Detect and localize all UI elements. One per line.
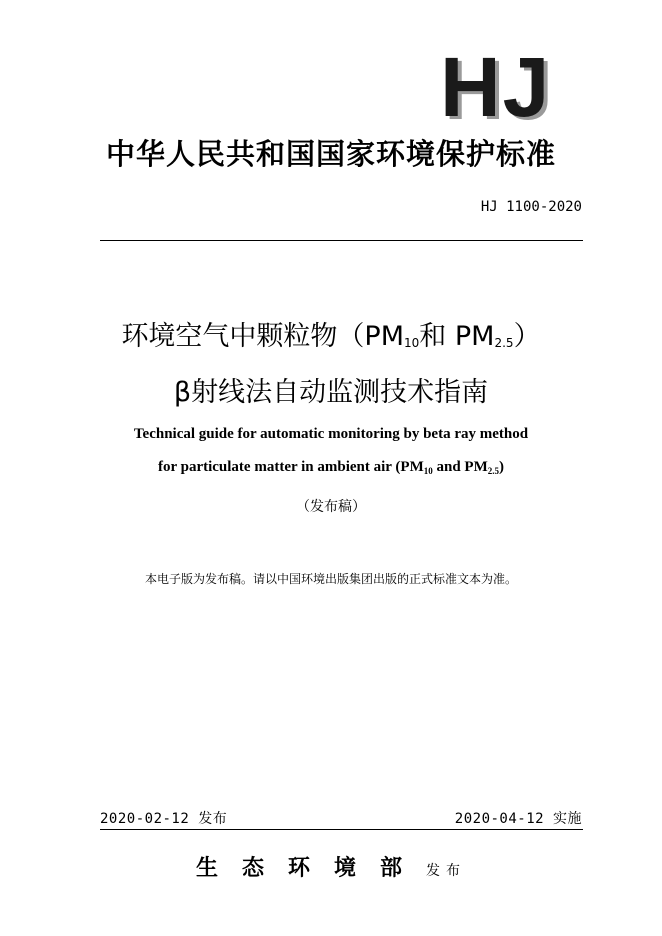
chinese-title-subscript-2-5: 2.5 xyxy=(494,336,514,350)
issuer-line xyxy=(0,851,662,882)
bottom-divider xyxy=(100,829,583,830)
chinese-title-subscript-10: 10 xyxy=(404,336,420,350)
standard-category-title: 中华人民共和国国家环境保护标准 xyxy=(105,137,556,171)
issue-date: 2020-02-12 发布 xyxy=(100,811,228,827)
english-title-line-1: Technical guide for automatic monitoring by beta ray method xyxy=(133,426,529,442)
english-title-middle: and PM xyxy=(432,459,488,475)
chinese-title-middle: 和 PM xyxy=(419,321,495,352)
chinese-title-line-1 xyxy=(0,314,662,353)
hj-logo: HJ xyxy=(440,40,552,134)
standard-number: HJ 1100-2020 xyxy=(480,199,582,215)
english-title-line-2 xyxy=(0,459,662,476)
english-title-suffix: ) xyxy=(499,459,505,475)
chinese-title-prefix: 环境空气中颗粒物（PM xyxy=(121,321,405,352)
draft-label: （发布稿） xyxy=(296,499,366,515)
chinese-title-suffix: ） xyxy=(513,321,541,352)
effective-date: 2020-04-12 实施 xyxy=(454,811,582,827)
english-title-prefix: for particulate matter in ambient air (PM xyxy=(157,459,424,475)
issuer-name: 生态环境部 xyxy=(195,855,426,881)
chinese-title-line-2: β射线法自动监测技术指南 xyxy=(173,377,489,408)
issuer-action: 发布 xyxy=(426,863,466,879)
english-title-subscript-2-5: 2.5 xyxy=(487,466,500,476)
edition-notice: 本电子版为发布稿。请以中国环境出版集团出版的正式标准文本为准。 xyxy=(144,572,517,586)
top-divider xyxy=(100,240,583,241)
english-title-subscript-10: 10 xyxy=(423,466,433,476)
